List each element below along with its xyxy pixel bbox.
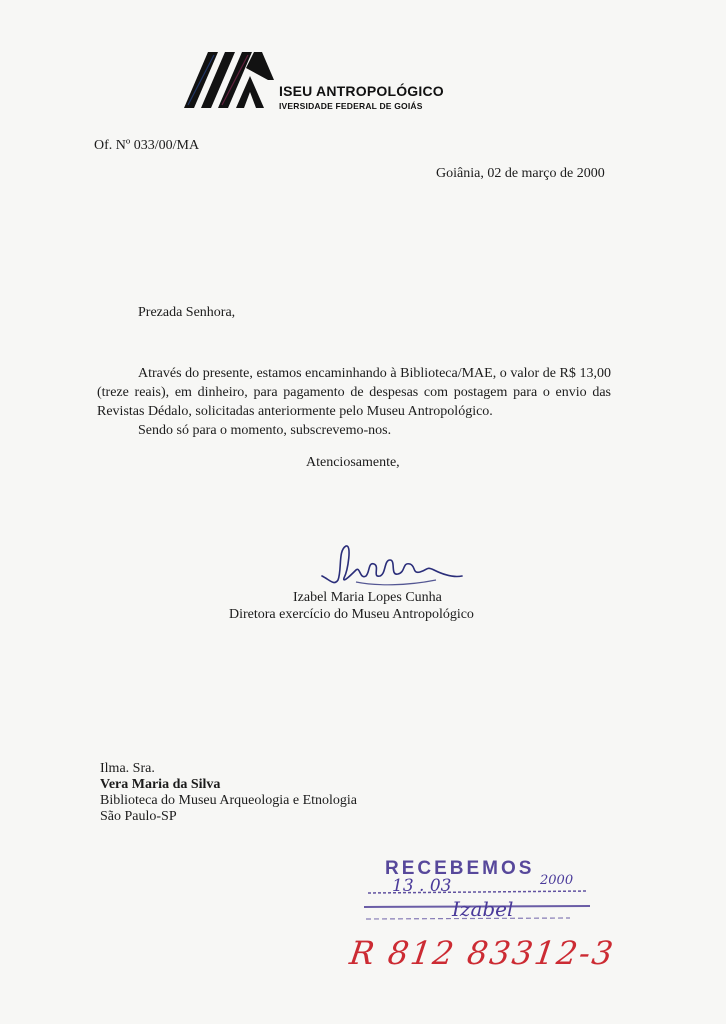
- body-paragraph-2: Sendo só para o momento, subscrevemo-nos.: [138, 423, 392, 438]
- body-paragraph-1: Através do presente, estamos encaminhando à Biblioteca/MAE, o valor de R$ 13,00 (treze reais), em dinheiro, para pagamento de despesas com postagem para o envio das Revistas Dédalo, solicitadas anteriormente pelo Museu Antropológico.: [97, 366, 611, 419]
- recipient-organization: Biblioteca do Museu Arqueologia e Etnologia: [100, 793, 358, 808]
- reference-number: Of. Nº 033/00/MA: [94, 138, 200, 153]
- date-line: Goiânia, 02 de março de 2000: [436, 166, 605, 181]
- recipient-name: Vera Maria da Silva: [100, 777, 221, 792]
- signatory-name: Izabel Maria Lopes Cunha: [293, 590, 442, 605]
- letter-body: [97, 364, 611, 440]
- closing: Atenciosamente,: [306, 455, 400, 470]
- letterhead-institution: ISEU ANTROPOLÓGICO: [279, 83, 444, 99]
- signatory-title: Diretora exercício do Museu Antropológico: [229, 607, 474, 622]
- recipient-honorific: Ilma. Sra.: [100, 761, 155, 776]
- stamp-date: 13 . 03: [392, 876, 452, 896]
- stamp-year: 2000: [540, 873, 574, 888]
- recipient-location: São Paulo-SP: [100, 809, 177, 824]
- letterhead-university: IVERSIDADE FEDERAL DE GOIÁS: [279, 101, 423, 111]
- stamp-initials: Izabel: [452, 897, 514, 921]
- salutation: Prezada Senhora,: [138, 305, 236, 320]
- stamp-title: RECEBEMOS: [385, 858, 535, 879]
- registration-code: R 812 83312-3: [347, 934, 618, 972]
- museum-logo-icon: [184, 50, 276, 110]
